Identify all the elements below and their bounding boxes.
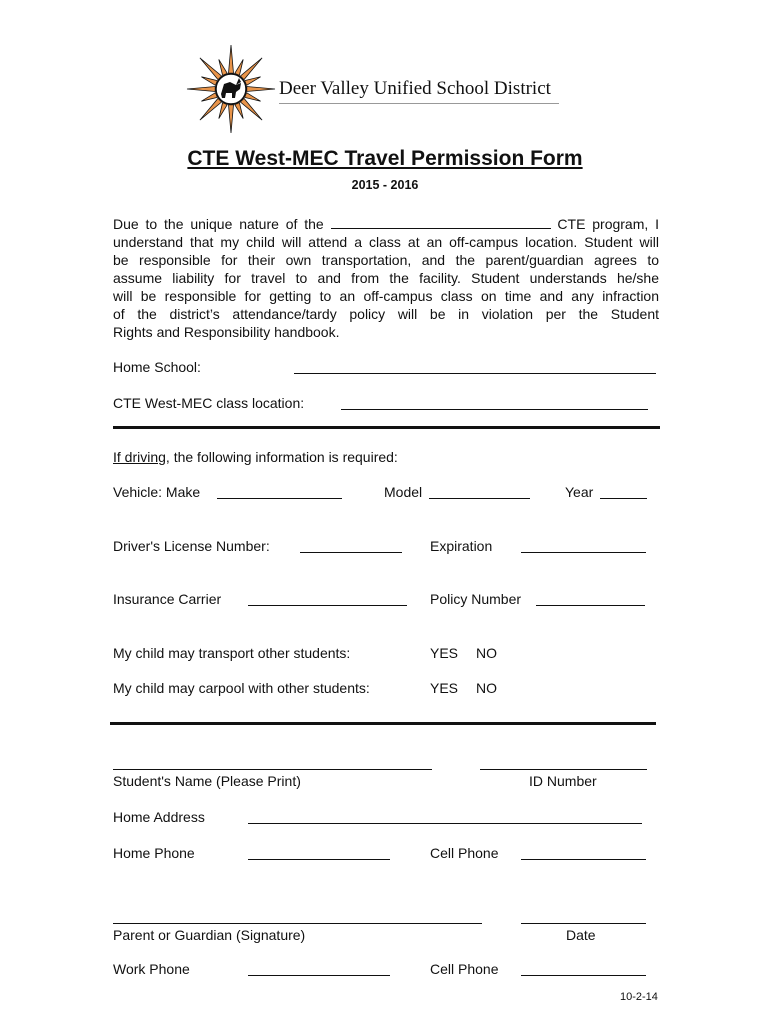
intro-paragraph: [113, 215, 659, 341]
home-phone-label: Home Phone: [113, 845, 195, 861]
logo-ray: [240, 98, 262, 120]
logo-ray: [240, 58, 262, 80]
vehicle-make-label: Vehicle: Make: [113, 484, 201, 500]
year-label: Year: [565, 484, 594, 500]
school-year: 2015 - 2016: [351, 178, 419, 192]
home-school-label: Home School:: [113, 359, 201, 375]
student-name-field[interactable]: [113, 756, 432, 770]
carpool-question: My child may carpool with other students:: [113, 680, 370, 696]
logo-ray: [245, 77, 261, 86]
work-phone-field[interactable]: [248, 962, 390, 976]
home-address-field[interactable]: [248, 810, 642, 824]
intro-line-3: be responsible for their own transportation, and the parent/guardian agrees to: [113, 252, 659, 268]
intro-line-1: Due to the unique nature of the CTE program, I: [113, 216, 659, 232]
parent-cell-phone-label: Cell Phone: [430, 961, 499, 977]
program-name-field[interactable]: [331, 216, 551, 229]
intro-line-4: assume liability for travel to and from the facility. Student understands he/she: [113, 270, 659, 286]
policy-label: Policy Number: [430, 591, 522, 607]
intro-line-2: understand that my child will attend a class at an off-campus location. Student will: [113, 234, 659, 250]
model-label: Model: [384, 484, 423, 500]
transport-no-option[interactable]: NO: [476, 645, 497, 661]
district-name: Deer Valley Unified School District: [279, 78, 551, 99]
logo-ray: [187, 87, 215, 92]
license-field[interactable]: [300, 539, 402, 553]
logo-ray: [219, 59, 228, 75]
sun-rays-logo-icon: [186, 44, 276, 134]
home-school-field[interactable]: [294, 360, 656, 374]
carpool-no-option[interactable]: NO: [476, 680, 497, 696]
home-address-label: Home Address: [113, 809, 205, 825]
section-divider-1: [113, 426, 660, 429]
home-phone-field[interactable]: [248, 846, 390, 860]
logo-ray: [229, 105, 234, 133]
signature-date-label: Date: [566, 927, 596, 943]
student-id-label: ID Number: [529, 773, 597, 789]
logo-ray: [201, 93, 217, 102]
student-name-label: Student's Name (Please Print): [113, 773, 301, 789]
parent-signature-field[interactable]: [113, 910, 482, 924]
student-cell-phone-field[interactable]: [521, 846, 646, 860]
transport-question: My child may transport other students:: [113, 645, 351, 661]
class-location-field[interactable]: [341, 396, 648, 410]
insurance-label: Insurance Carrier: [113, 591, 222, 607]
logo-ray: [245, 93, 261, 102]
model-field[interactable]: [429, 485, 530, 499]
student-cell-phone-label: Cell Phone: [430, 845, 499, 861]
logo-ray: [235, 103, 244, 119]
intro-line-7: Rights and Responsibility handbook.: [113, 324, 340, 340]
license-label: Driver's License Number:: [113, 538, 270, 554]
carpool-yes-option[interactable]: YES: [430, 680, 459, 696]
student-id-field[interactable]: [480, 756, 647, 770]
work-phone-label: Work Phone: [113, 961, 190, 977]
year-field[interactable]: [600, 485, 647, 499]
driving-heading: If driving, the following information is required:: [113, 449, 398, 465]
signature-date-field[interactable]: [521, 910, 646, 924]
transport-yes-option[interactable]: YES: [430, 645, 459, 661]
revision-code: 10-2-14: [620, 991, 658, 1003]
expiration-label: Expiration: [430, 538, 493, 554]
insurance-field[interactable]: [248, 592, 407, 606]
parent-signature-label: Parent or Guardian (Signature): [113, 927, 306, 943]
expiration-field[interactable]: [521, 539, 646, 553]
logo-ray: [229, 45, 234, 73]
logo-ray: [219, 103, 228, 119]
logo-ray: [235, 59, 244, 75]
vehicle-make-field[interactable]: [217, 485, 342, 499]
logo-ray: [200, 98, 222, 120]
district-underline: [279, 103, 559, 104]
form-title: CTE West-MEC Travel Permission Form: [187, 147, 583, 170]
class-location-label: CTE West-MEC class location:: [113, 395, 305, 411]
logo-ray: [200, 58, 222, 80]
logo-ray: [201, 77, 217, 86]
parent-cell-phone-field[interactable]: [521, 962, 646, 976]
policy-field[interactable]: [536, 592, 645, 606]
logo-ray: [247, 87, 275, 92]
intro-line-5: will be responsible for getting to an off-campus class on time and any infraction: [113, 288, 659, 304]
section-divider-2: [110, 722, 656, 725]
intro-line-6: of the district’s attendance/tardy policy will be in violation per the Student: [113, 306, 659, 322]
